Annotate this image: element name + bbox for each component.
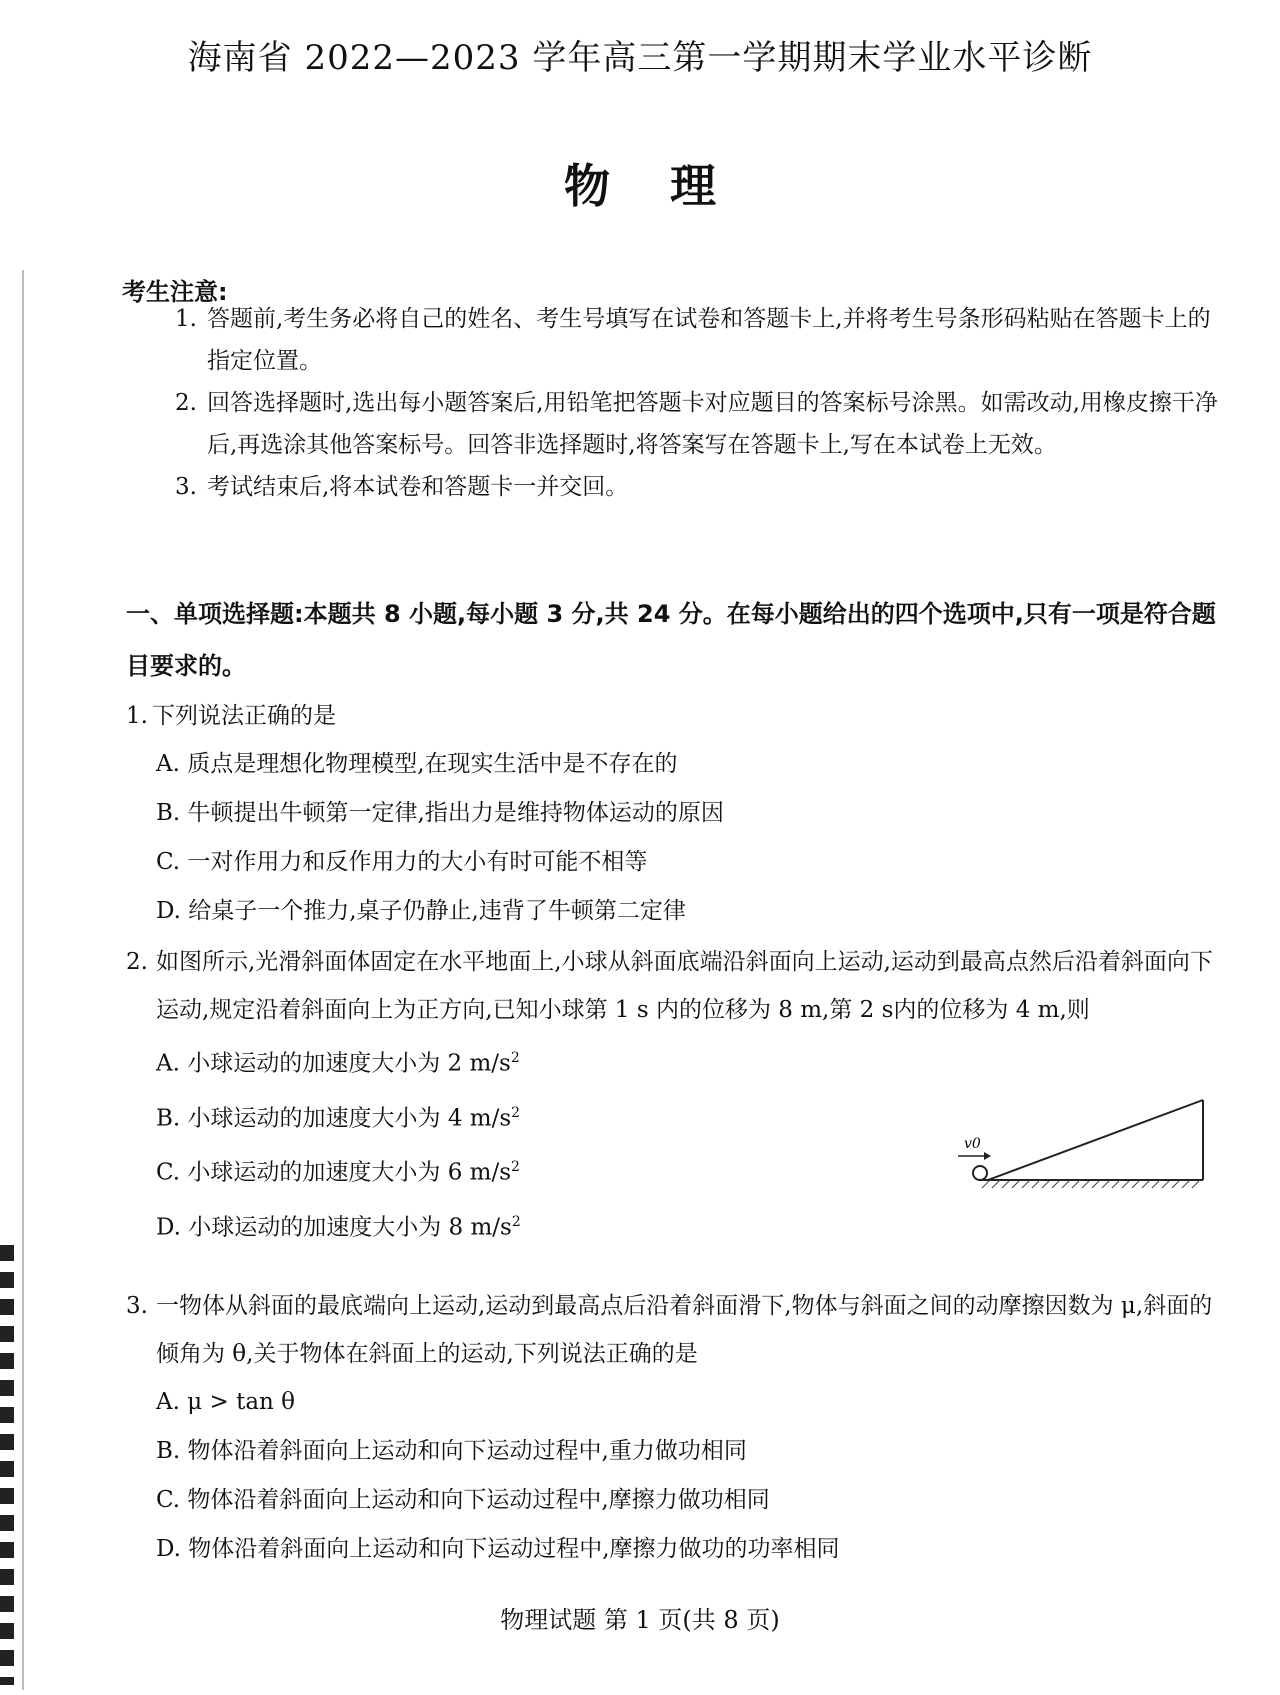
subject-title: 物理 xyxy=(564,159,776,213)
notice-item-number: 3. xyxy=(175,474,197,500)
question-stem xyxy=(126,938,1226,1034)
notice-item xyxy=(175,382,1225,466)
option-c: C. 一对作用力和反作用力的大小有时可能不相等 xyxy=(156,849,648,875)
notice-item xyxy=(175,466,1225,508)
question-number: 3. xyxy=(126,1293,148,1319)
arrow-head-icon xyxy=(984,1152,991,1160)
scan-edge-line xyxy=(22,270,24,1690)
question-3 xyxy=(126,1282,1226,1574)
notice-list xyxy=(175,298,1225,508)
question-number: 2. xyxy=(126,949,148,975)
ball-icon xyxy=(973,1166,987,1180)
option-superscript: 2 xyxy=(511,1104,521,1121)
option-superscript: 2 xyxy=(511,1159,520,1176)
option-b: B. 物体沿着斜面向上运动和向下运动过程中,重力做功相同 xyxy=(156,1438,747,1464)
question-stem xyxy=(126,692,1226,740)
question-1 xyxy=(126,692,1226,936)
question-number: 1. xyxy=(126,703,148,729)
notice-item-text: 答题前,考生务必将自己的姓名、考生号填写在试卷和答题卡上,并将考生号条形码粘贴在答题卡上的指定位置。 xyxy=(207,306,1211,374)
question-stem xyxy=(126,1282,1226,1378)
ground-hatch xyxy=(982,1180,1200,1188)
question-text: 下列说法正确的是 xyxy=(152,703,336,729)
question-text: 一物体从斜面的最底端向上运动,运动到最高点后沿着斜面滑下,物体与斜面之间的动摩擦因数为 μ,斜面的倾角为 θ,关于物体在斜面上的运动,下列说法正确的是 xyxy=(156,1293,1213,1367)
incline-figure xyxy=(958,1090,1218,1210)
exam-title: 海南省 2022—2023 学年高三第一学期期末学业水平诊断 xyxy=(187,38,1093,78)
notice-item-number: 2. xyxy=(175,390,197,416)
option-c: C. 物体沿着斜面向上运动和向下运动过程中,摩擦力做功相同 xyxy=(156,1487,770,1513)
notice-item-number: 1. xyxy=(175,306,197,332)
option-text: D. 小球运动的加速度大小为 8 m/s xyxy=(156,1214,512,1241)
notice-item-text: 考试结束后,将本试卷和答题卡一并交回。 xyxy=(207,474,629,500)
option-text: B. 小球运动的加速度大小为 4 m/s xyxy=(156,1105,512,1132)
option-d: D. 物体沿着斜面向上运动和向下运动过程中,摩擦力做功的功率相同 xyxy=(156,1536,840,1562)
option-b: B. 牛顿提出牛顿第一定律,指出力是维持物体运动的原因 xyxy=(156,800,724,826)
notice-heading: 考生注意: xyxy=(122,278,228,306)
incline-slope xyxy=(988,1100,1203,1180)
option-a: A. μ > tan θ xyxy=(156,1389,295,1415)
option-d: D. 给桌子一个推力,桌子仍静止,违背了牛顿第二定律 xyxy=(156,898,686,924)
option-superscript: 2 xyxy=(511,1213,521,1230)
question-text: 如图所示,光滑斜面体固定在水平地面上,小球从斜面底端沿斜面向上运动,运动到最高点然后沿着斜面向下运动,规定沿着斜面向上为正方向,已知小球第 1 s 内的位移为 8 m,第 2 s内的位移为 4 m,则 xyxy=(156,949,1213,1023)
velocity-label: v0 xyxy=(964,1136,981,1152)
option-a xyxy=(126,1034,1226,1089)
page-footer: 物理试题 第 1 页(共 8 页) xyxy=(500,1606,780,1634)
option-text: C. 小球运动的加速度大小为 6 m/s xyxy=(156,1159,512,1186)
notice-item-text: 回答选择题时,选出每小题答案后,用铅笔把答题卡对应题目的答案标号涂黑。如需改动,用橡皮擦干净后,再选涂其他答案标号。回答非选择题时,将答案写在答题卡上,写在本试卷上无效。 xyxy=(207,390,1218,458)
notice-item xyxy=(175,298,1225,382)
option-superscript: 2 xyxy=(510,1050,520,1066)
section-heading: 一、单项选择题:本题共 8 小题,每小题 3 分,共 24 分。在每小题给出的四个选项中,只有一项是符合题目要求的。 xyxy=(126,600,1216,680)
option-text: A. 小球运动的加速度大小为 2 m/s xyxy=(156,1050,511,1077)
option-a: A. 质点是理想化物理模型,在现实生活中是不存在的 xyxy=(156,751,678,777)
